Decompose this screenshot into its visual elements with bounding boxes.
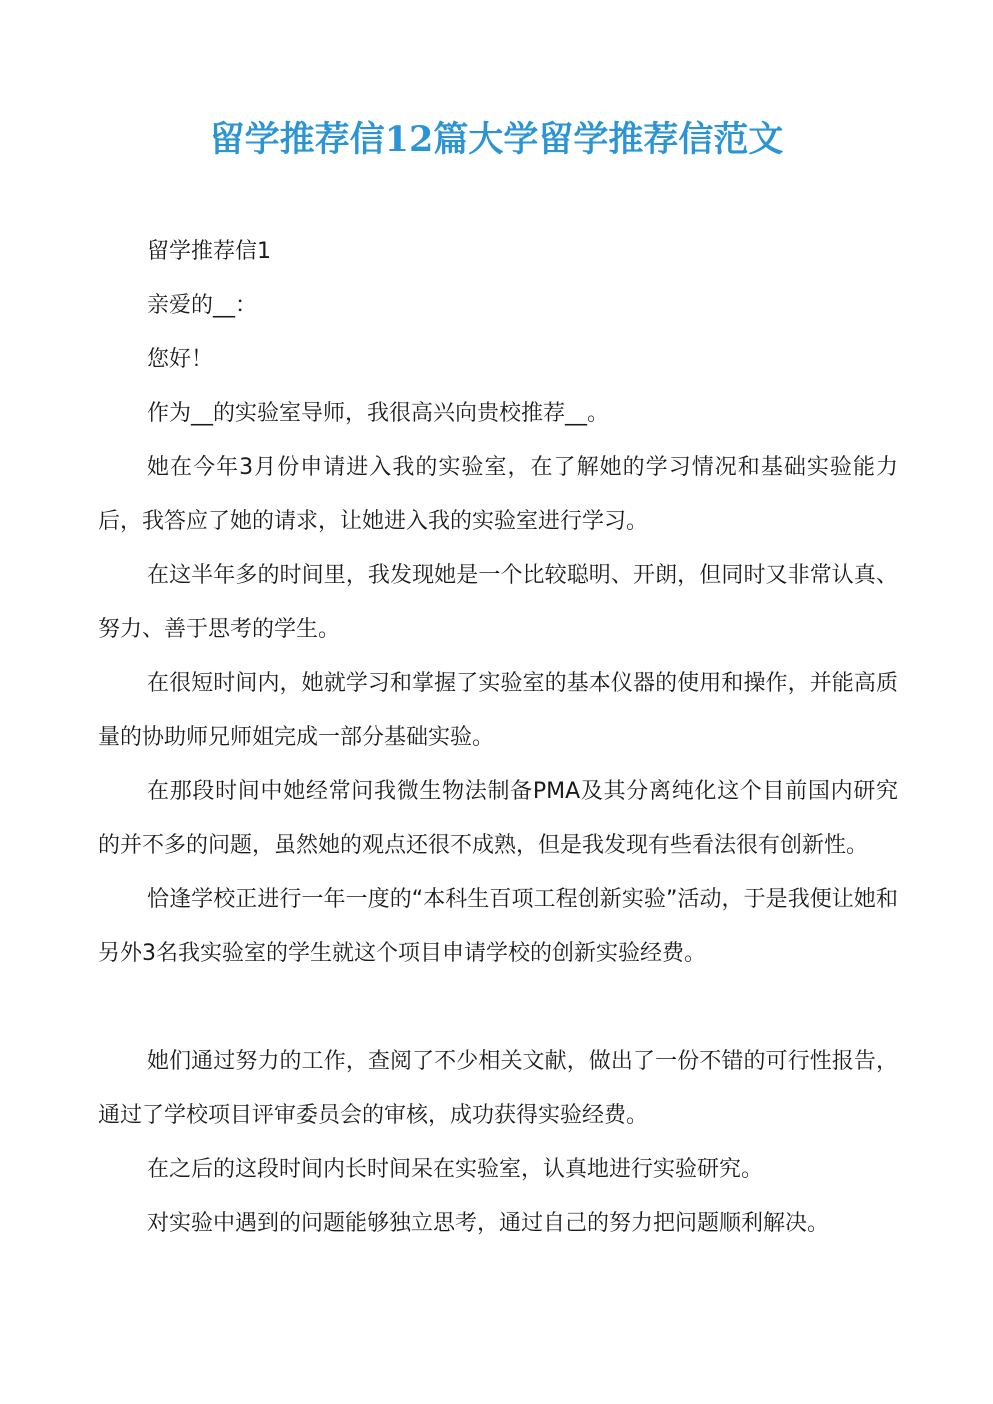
salutation: 亲爱的__： xyxy=(147,293,258,318)
greeting: 您好！ xyxy=(147,347,214,372)
paragraph: 对实验中遇到的问题能够独立思考，通过自己的努力把问题顺利解决。 xyxy=(147,1211,830,1236)
paragraph: 恰逢学校正进行一年一度的“本科生百项工程创新实验”活动，于是我便让她和另外3名我实验室的学生就这个项目申请学校的创新实验经费。 xyxy=(98,887,898,966)
paragraph: 她在今年3月份申请进入我的实验室，在了解她的学习情况和基础实验能力后，我答应了她的请求，让她进入我的实验室进行学习。 xyxy=(98,455,898,534)
paragraph: 在那段时间中她经常问我微生物法制备PMA及其分离纯化这个目前国内研究的并不多的问题，虽然她的观点还很不成熟，但是我发现有些看法很有创新性。 xyxy=(98,779,898,858)
section-heading: 留学推荐信1 xyxy=(147,239,271,264)
paragraph: 在很短时间内，她就学习和掌握了实验室的基本仪器的使用和操作，并能高质量的协助师兄师姐完成一部分基础实验。 xyxy=(98,671,898,750)
paragraph: 作为__的实验室导师，我很高兴向贵校推荐__。 xyxy=(147,401,610,426)
document-title: 留学推荐信12篇大学留学推荐信范文 xyxy=(209,119,784,160)
paragraph: 她们通过努力的工作，查阅了不少相关文献，做出了一份不错的可行性报告，通过了学校项目评审委员会的审核，成功获得实验经费。 xyxy=(98,1049,898,1128)
paragraph: 在之后的这段时间内长时间呆在实验室，认真地进行实验研究。 xyxy=(147,1157,764,1182)
paragraph: 在这半年多的时间里，我发现她是一个比较聪明、开朗，但同时又非常认真、努力、善于思考的学生。 xyxy=(98,563,898,642)
document-body xyxy=(98,225,898,1251)
